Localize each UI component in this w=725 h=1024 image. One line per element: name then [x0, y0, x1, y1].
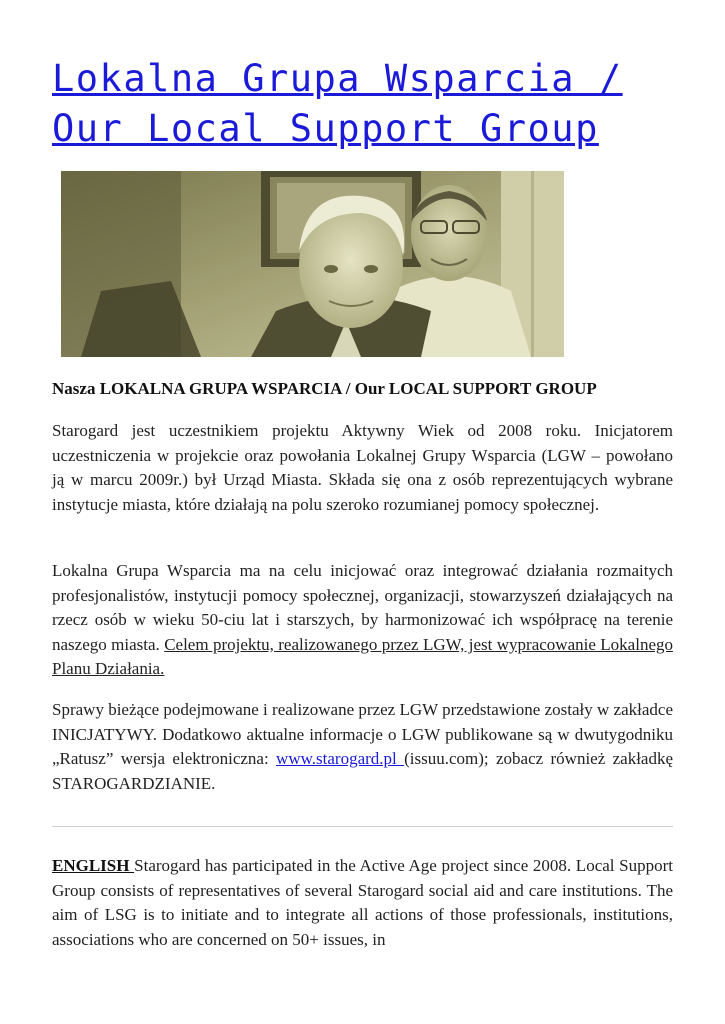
- paragraph-intro: Starogard jest uczestnikiem projektu Aktywny Wiek od 2008 roku. Inicjatorem uczestniczenia w projekcie oraz powołania Lokalnej Grupy Wsparcia (LGW – powołano ją w marcu 2009r.) był Urząd Miasta. Składa się ona z osób reprezentujących wybrane instytucje miasta, które działają na polu szeroko rozumianej pomocy społecznej.: [52, 421, 673, 514]
- paragraph-goals: [52, 559, 673, 682]
- english-text: Starogard has participated in the Active Age project since 2008. Local Support Group consists of representatives of several Starogard social aid and care institutions. The aim of LSG is to initiate and to integrate all actions of those professionals, institutions, associations who are concerned on 50+ issues, in: [52, 856, 673, 949]
- current-affairs-text: Sprawy bieżące podejmowane i realizowane przez LGW przedstawione zostały w zakładce INICJATYWY. Dodatkowo aktualne informacje o LGW publikowane są w dwutygodniku „Ratusz” wersja elektroniczna:: [52, 700, 673, 769]
- group-photo: [61, 171, 564, 357]
- current-affairs-after: (issuu.com); zobacz również zakładkę STAROGARDZIANIE.: [52, 749, 674, 793]
- page-title: [52, 54, 673, 154]
- paragraph-english: [52, 854, 673, 952]
- starogard-link[interactable]: www.starogard.pl: [276, 749, 405, 769]
- english-label: ENGLISH: [52, 856, 135, 875]
- goals-text: Lokalna Grupa Wsparcia ma na celu inicjować oraz integrować działania rozmaitych profesjonalistów, instytucji pomocy społecznej, organizacji, stowarzyszeń działających na rzecz osób w wieku 50-ciu lat i starszych, by harmonizować ich współpracę na terenie naszego miasta.: [52, 561, 673, 654]
- paragraph-current-affairs: [52, 698, 673, 796]
- divider: [52, 826, 673, 827]
- goals-underlined-text: Celem projektu, realizowanego przez LGW, jest wypracowanie Lokalnego Planu Działania.: [52, 634, 673, 679]
- section-subheading: Nasza LOKALNA GRUPA WSPARCIA / Our LOCAL SUPPORT GROUP: [52, 379, 597, 398]
- title-link[interactable]: Lokalna Grupa Wsparcia / Our Local Support Group: [52, 57, 623, 150]
